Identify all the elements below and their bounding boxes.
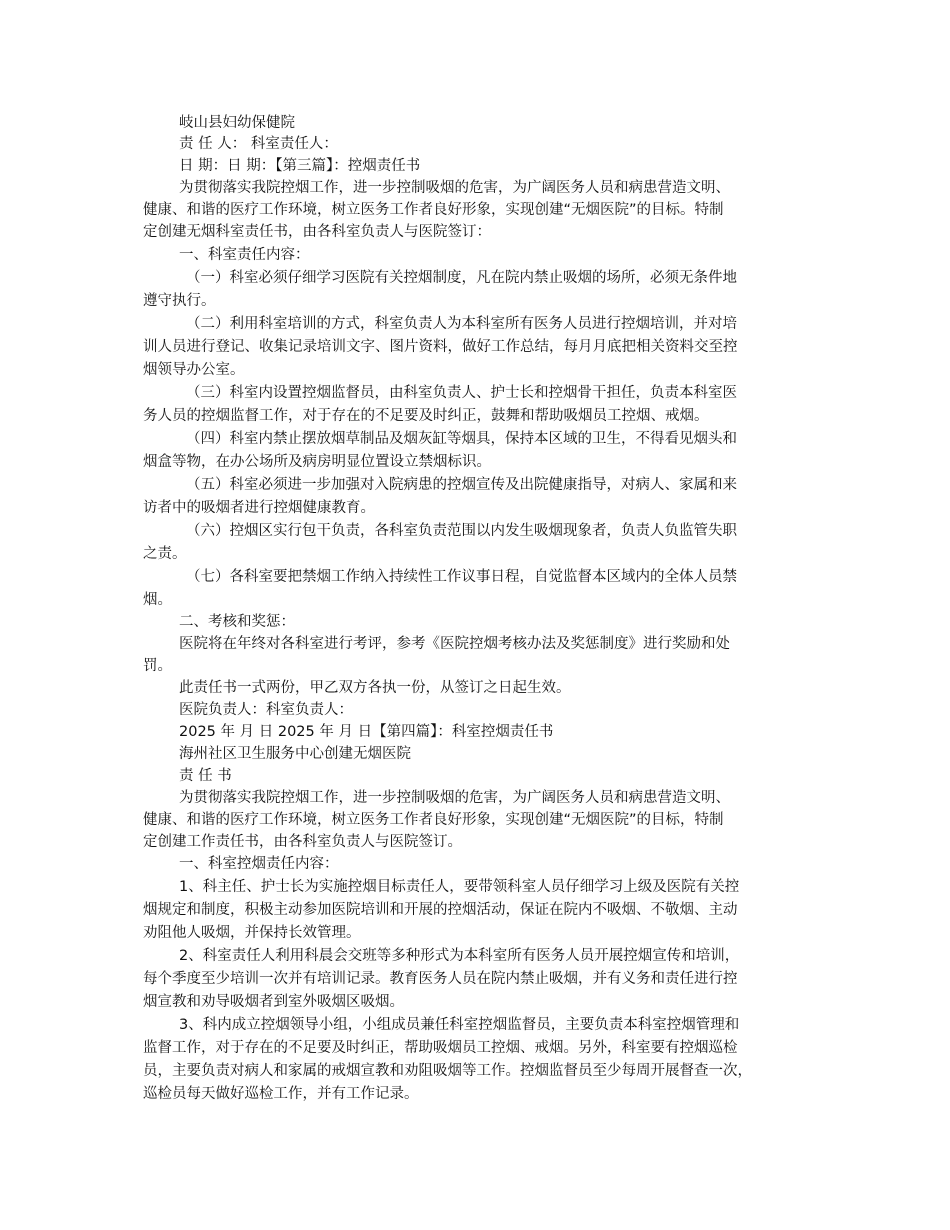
org-title: 岐山县妇幼保健院 <box>179 115 295 131</box>
section-heading: 一、科室责任内容： <box>179 247 310 263</box>
paragraph-line: 烟盒等物，在办公场所及病房明显位置设立禁烟标识。 <box>143 454 491 470</box>
paragraph-line: 2、科室责任人利用科晨会交班等多种形式为本科室所有医务人员开展控烟宣传和培训， <box>179 948 740 964</box>
responsible-person-line: 责 任 人： 科室责任人： <box>179 136 338 152</box>
paragraph-line: （六）控烟区实行包干负责，各科室负责范围以内发生吸烟现象者，负责人负监管失职 <box>186 523 737 539</box>
paragraph-line: 3、科内成立控烟领导小组，小组成员兼任科室控烟监督员，主要负责本科室控烟管理和 <box>179 1017 740 1033</box>
paragraph-line: 为贯彻落实我院控烟工作，进一步控制吸烟的危害，为广阔医务人员和病患营造文明、 <box>179 790 730 806</box>
paragraph-line: （一）科室必须仔细学习医院有关控烟制度，凡在院内禁止吸烟的场所，必须无条件地 <box>186 270 737 286</box>
paragraph-line: （五）科室必须进一步加强对入院病患的控烟宣传及出院健康指导，对病人、家属和来 <box>186 477 737 493</box>
section-heading: 一、科室控烟责任内容： <box>179 856 339 872</box>
paragraph-line: 之责。 <box>143 546 187 562</box>
paragraph-line: 定创建工作责任书，由各科室负责人与医院签订。 <box>143 834 462 850</box>
paragraph-line: 劝阻他人吸烟，并保持长效管理。 <box>143 925 361 941</box>
paragraph-line: 烟领导办公室。 <box>143 362 245 378</box>
paragraph-line: 烟。 <box>143 592 172 608</box>
date-heading-line: 日 期：日 期：【第三篇】：控烟责任书 <box>179 158 421 174</box>
signature-line: 医院负责人：科室负责人： <box>179 702 353 718</box>
paragraph-line: 员，主要负责对病人和家属的戒烟宣教和劝阻吸烟等工作。控烟监督员至少每周开展督查一次， <box>143 1063 752 1079</box>
paragraph-line: 此责任书一式两份，甲乙双方各执一份，从签订之日起生效。 <box>179 680 571 696</box>
paragraph-line: 为贯彻落实我院控烟工作，进一步控制吸烟的危害，为广阔医务人员和病患营造文明、 <box>179 180 730 196</box>
date-heading-line: 2025 年 月 日 2025 年 月 日【第四篇】：科室控烟责任书 <box>179 724 554 740</box>
paragraph-line: 监督工作，对于存在的不足要及时纠正，帮助吸烟员工控烟、戒烟。另外，科室要有控烟巡检 <box>143 1040 738 1056</box>
document-title: 责 任 书 <box>179 768 232 784</box>
paragraph-line: 定创建无烟科室责任书，由各科室负责人与医院签订： <box>143 224 491 240</box>
paragraph-line: （三）科室内设置控烟监督员，由科室负责人、护士长和控烟骨干担任，负责本科室医 <box>186 385 737 401</box>
paragraph-line: （七）各科室要把禁烟工作纳入持续性工作议事日程，自觉监督本区域内的全体人员禁 <box>186 569 737 585</box>
paragraph-line: （二）利用科室培训的方式，科室负责人为本科室所有医务人员进行控烟培训，并对培 <box>186 316 737 332</box>
section-heading: 二、考核和奖惩： <box>179 614 295 630</box>
paragraph-line: （四）科室内禁止摆放烟草制品及烟灰缸等烟具，保持本区域的卫生，不得看见烟头和 <box>186 431 737 447</box>
paragraph-line: 健康、和谐的医疗工作环境，树立医务工作者良好形象，实现创建“无烟医院”的目标。特制 <box>143 202 724 218</box>
paragraph-line: 遵守执行。 <box>143 293 216 309</box>
paragraph-line: 每个季度至少培训一次并有培训记录。教育医务人员在院内禁止吸烟，并有义务和责任进行控 <box>143 971 738 987</box>
paragraph-line: 巡检员每天做好巡检工作，并有工作记录。 <box>143 1086 419 1102</box>
paragraph-line: 访者中的吸烟者进行控烟健康教育。 <box>143 500 375 516</box>
paragraph-line: 烟宣教和劝导吸烟者到室外吸烟区吸烟。 <box>143 994 404 1010</box>
org-title: 海州社区卫生服务中心创建无烟医院 <box>179 746 411 762</box>
paragraph-line: 医院将在年终对各科室进行考评，参考《医院控烟考核办法及奖惩制度》进行奖励和处 <box>179 636 730 652</box>
paragraph-line: 罚。 <box>143 658 172 674</box>
paragraph-line: 训人员进行登记、收集记录培训文字、图片资料，做好工作总结，每月月底把相关资料交至控 <box>143 339 738 355</box>
paragraph-line: 烟规定和制度，积极主动参加医院培训和开展的控烟活动，保证在院内不吸烟、不敬烟、主动 <box>143 902 738 918</box>
paragraph-line: 1、科主任、护士长为实施控烟目标责任人，要带领科室人员仔细学习上级及医院有关控 <box>179 879 740 895</box>
paragraph-line: 健康、和谐的医疗工作环境，树立医务工作者良好形象，实现创建“无烟医院”的目标，特制 <box>143 812 724 828</box>
paragraph-line: 务人员的控烟监督工作，对于存在的不足要及时纠正，鼓舞和帮助吸烟员工控烟、戒烟。 <box>143 408 709 424</box>
